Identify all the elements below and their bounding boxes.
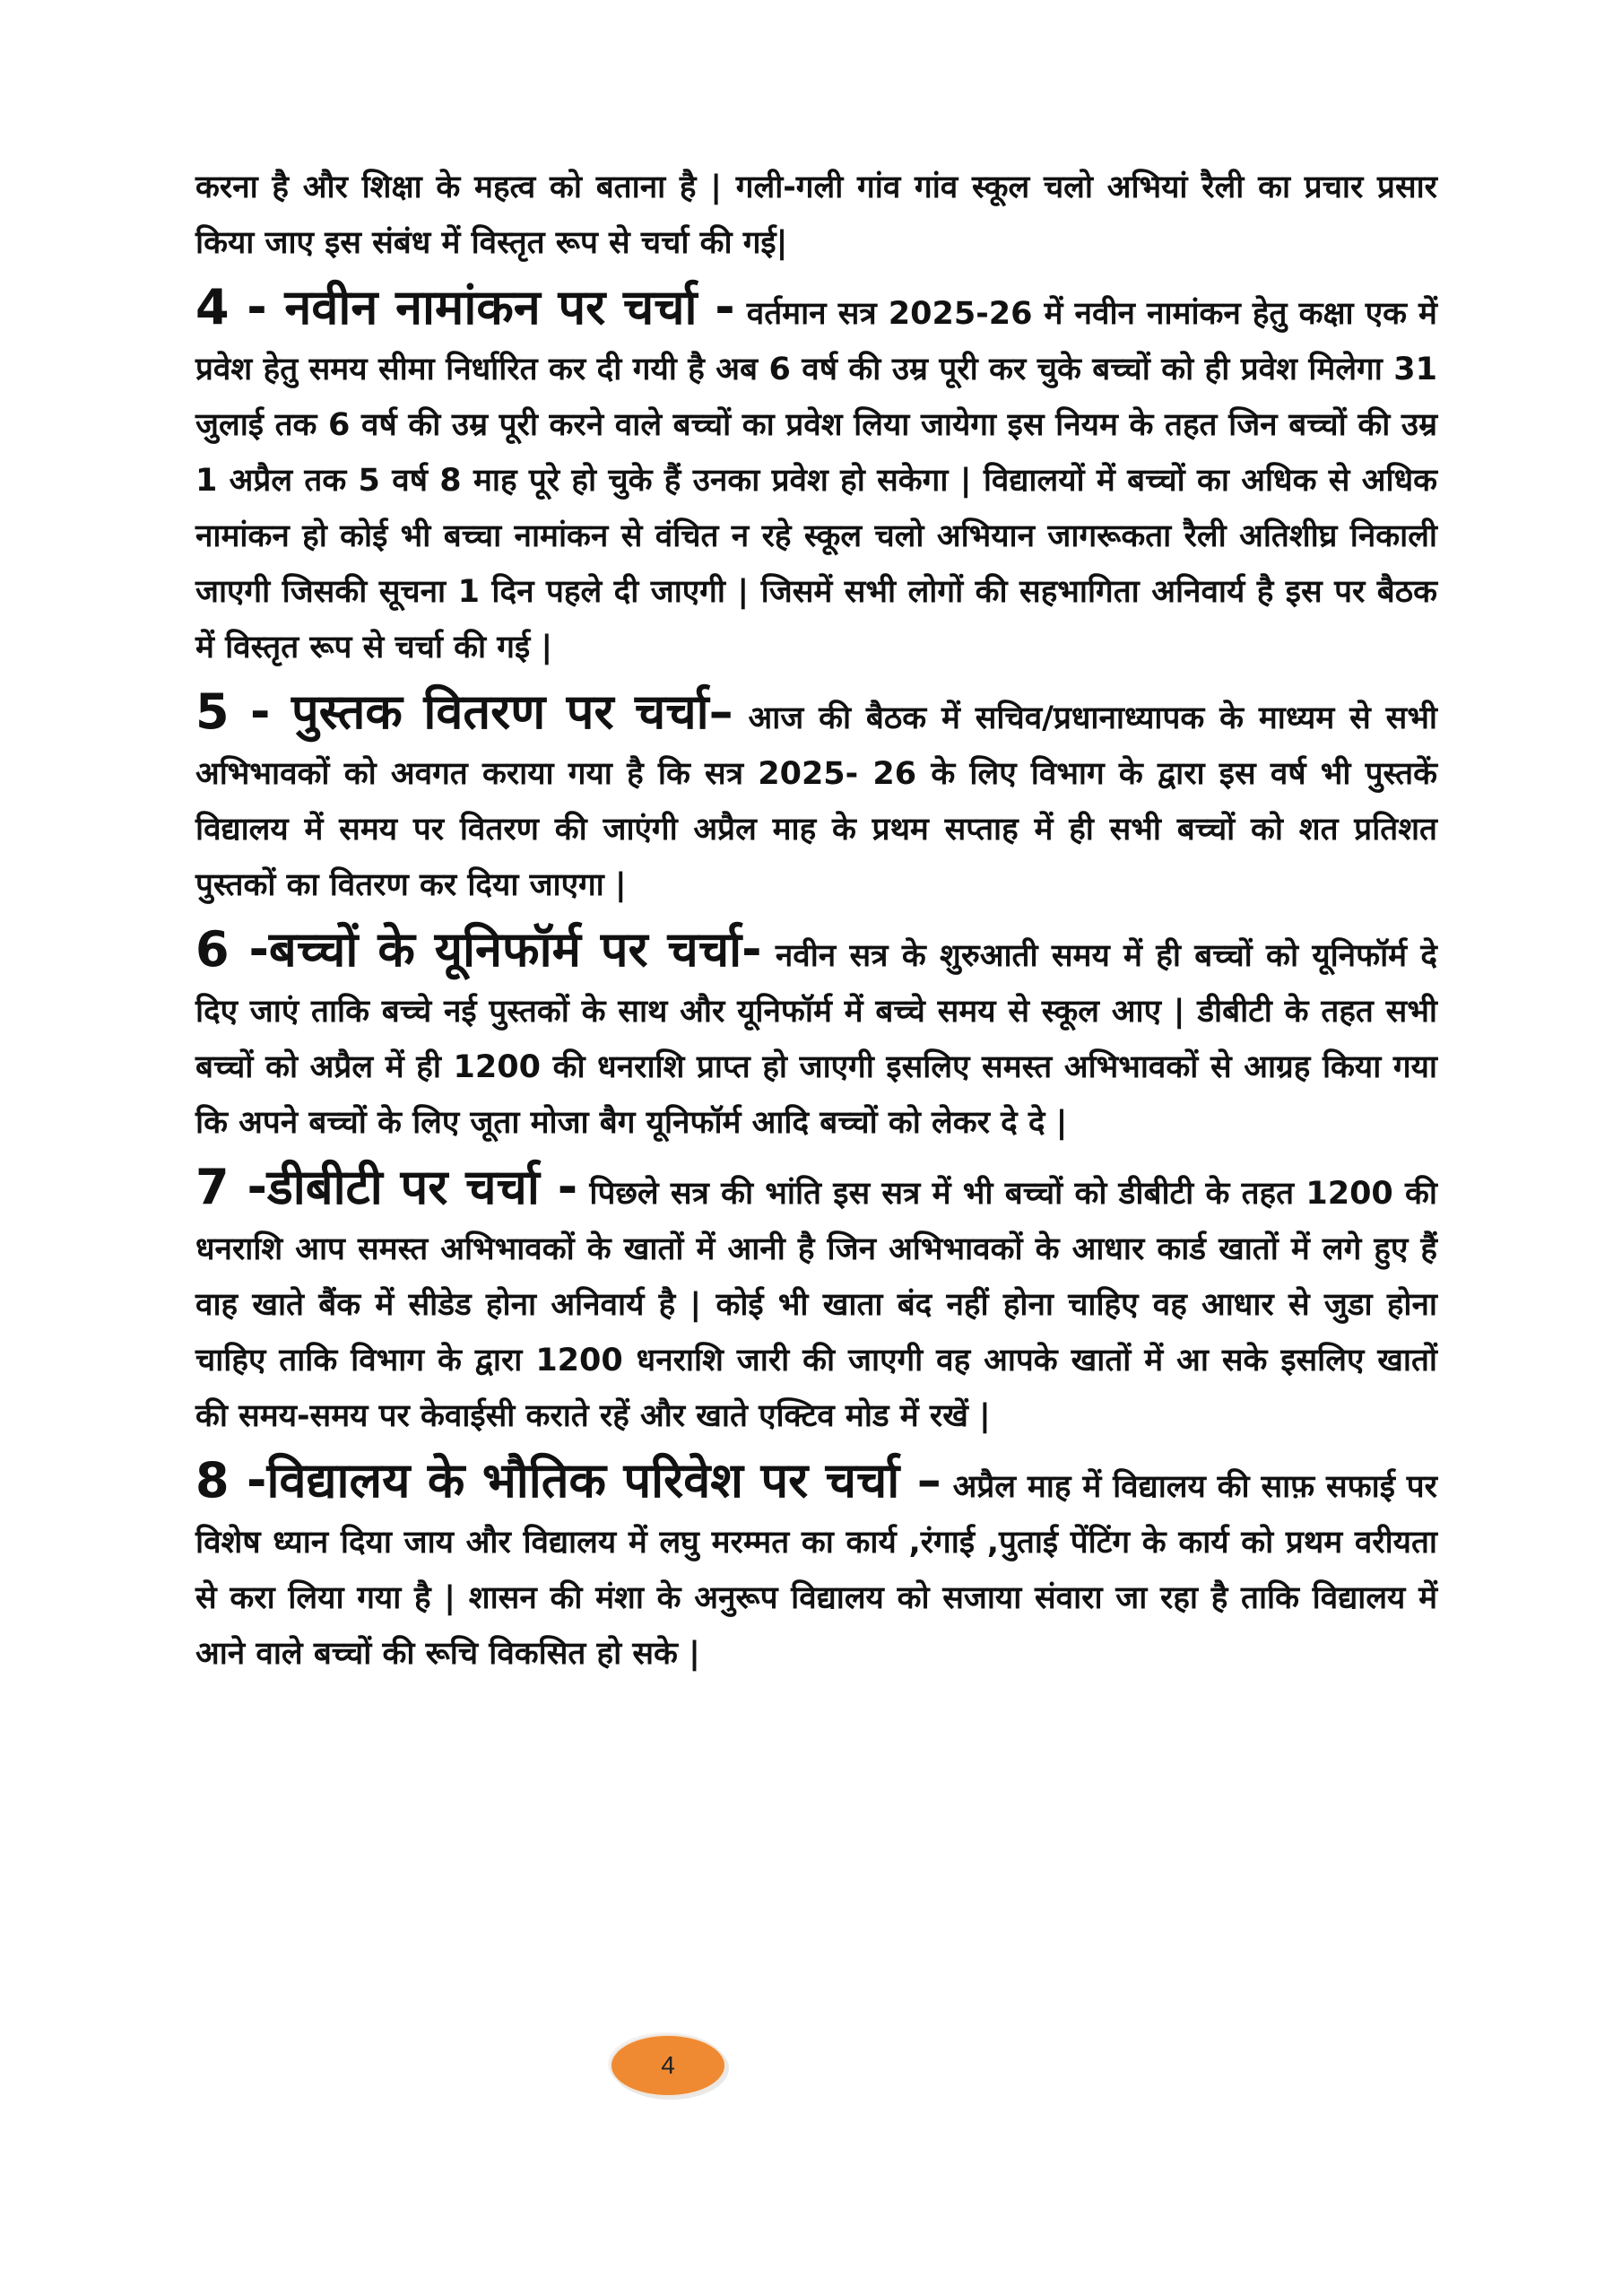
section-8-body: अप्रैल माह में विद्यालय की साफ़ सफाई पर विशेष ध्यान दिया जाय और विद्यालय में लघु मरम्मत का कार्य ,रंगाई ,पुताई पेंटिंग के कार्य को प्रथम वरीयता से करा लिया गया है | शासन की मंशा के अनुरूप विद्यालय को सजाया संवारा जा रहा है ताकि विद्यालय में आने वाले बच्चों की रूचि विकसित हो सके | <box>195 1469 1437 1672</box>
intro-paragraph: करना है और शिक्षा के महत्व को बताना है | गली-गली गांव गांव स्कूल चलो अभियां रैली का प्रचार प्रसार किया जाए इस संबंध में विस्तृत रूप से चर्चा की गई| <box>195 170 1437 261</box>
section-4-paragraph <box>195 280 1437 675</box>
document-page <box>195 160 1437 1682</box>
section-4-body: वर्तमान सत्र 2025-26 में नवीन नामांकन हेतु कक्षा एक में प्रवेश हेतु समय सीमा निर्धारित कर दी गयी है अब 6 वर्ष की उम्र पूरी कर चुके बच्चों को ही प्रवेश मिलेगा 31 जुलाई तक 6 वर्ष की उम्र पूरी करने वाले बच्चों का प्रवेश लिया जायेगा इस नियम के तहत जिन बच्चों की उम्र 1 अप्रैल तक 5 वर्ष 8 माह पूरे हो चुके हैं उनका प्रवेश हो सकेगा | विद्यालयों में बच्चों का अधिक से अधिक नामांकन हो कोई भी बच्चा नामांकन से वंचित न रहे स्कूल चलो अभियान जागरूकता रैली अतिशीघ्र निकाली जाएगी जिसकी सूचना 1 दिन पहले दी जाएगी | जिसमें सभी लोगों की सहभागिता अनिवार्य है इस पर बैठक में विस्तृत रूप से चर्चा की गई | <box>195 296 1438 665</box>
section-4-heading: 4 - नवीन नामांकन पर चर्चा - <box>195 279 735 335</box>
section-8-paragraph <box>195 1453 1437 1682</box>
section-6-heading: 6 -बच्चों के यूनिफॉर्म पर चर्चा- <box>195 921 762 978</box>
page-number: 4 <box>661 2051 675 2079</box>
page-number-badge <box>610 2034 726 2097</box>
section-7-body: पिछले सत्र की भांति इस सत्र में भी बच्चों को डीबीटी के तहत 1200 की धनराशि आप समस्त अभिभावकों के खातों में आनी है जिन अभिभावकों के आधार कार्ड खातों में लगे हुए हैं वाह खाते बैंक में सीडेड होना अनिवार्य है | कोई भी खाता बंद नहीं होना चाहिए वह आधार से जुडा होना चाहिए ताकि विभाग के द्वारा 1200 धनराशि जारी की जाएगी वह आपके खातों में आ सके इसलिए खातों की समय-समय पर केवाईसी कराते रहें और खाते एक्टिव मोड में रखें | <box>195 1176 1437 1434</box>
section-5-body: आज की बैठक में सचिव/प्रधानाध्यापक के माध्यम से सभी अभिभावकों को अवगत कराया गया है कि सत्र 2025- 26 के लिए विभाग के द्वारा इस वर्ष भी पुस्तकें विद्यालय में समय पर वितरण की जाएंगी अप्रैल माह के प्रथम सप्ताह में ही सभी बच्चों को शत प्रतिशत पुस्तकों का वितरण कर दिया जाएगा | <box>195 700 1437 903</box>
section-6-paragraph <box>195 922 1437 1151</box>
section-6-body: नवीन सत्र के शुरुआती समय में ही बच्चों को यूनिफॉर्म दे दिए जाएं ताकि बच्चे नई पुस्तकों के साथ और यूनिफॉर्म में बच्चे समय से स्कूल आए | डीबीटी के तहत सभी बच्चों को अप्रैल में ही 1200 की धनराशि प्राप्त हो जाएगी इसलिए समस्त अभिभावकों से आग्रह किया गया कि अपने बच्चों के लिए जूता मोजा बैग यूनिफॉर्म आदि बच्चों को लेकर दे दे | <box>195 938 1437 1141</box>
section-7-heading: 7 -डीबीटी पर चर्चा - <box>195 1159 578 1215</box>
section-8-heading: 8 -विद्यालय के भौतिक परिवेश पर चर्चा – <box>195 1452 941 1509</box>
section-7-paragraph <box>195 1160 1437 1444</box>
section-5-heading: 5 - पुस्तक वितरण पर चर्चा– <box>195 683 733 740</box>
section-5-paragraph <box>195 684 1437 913</box>
